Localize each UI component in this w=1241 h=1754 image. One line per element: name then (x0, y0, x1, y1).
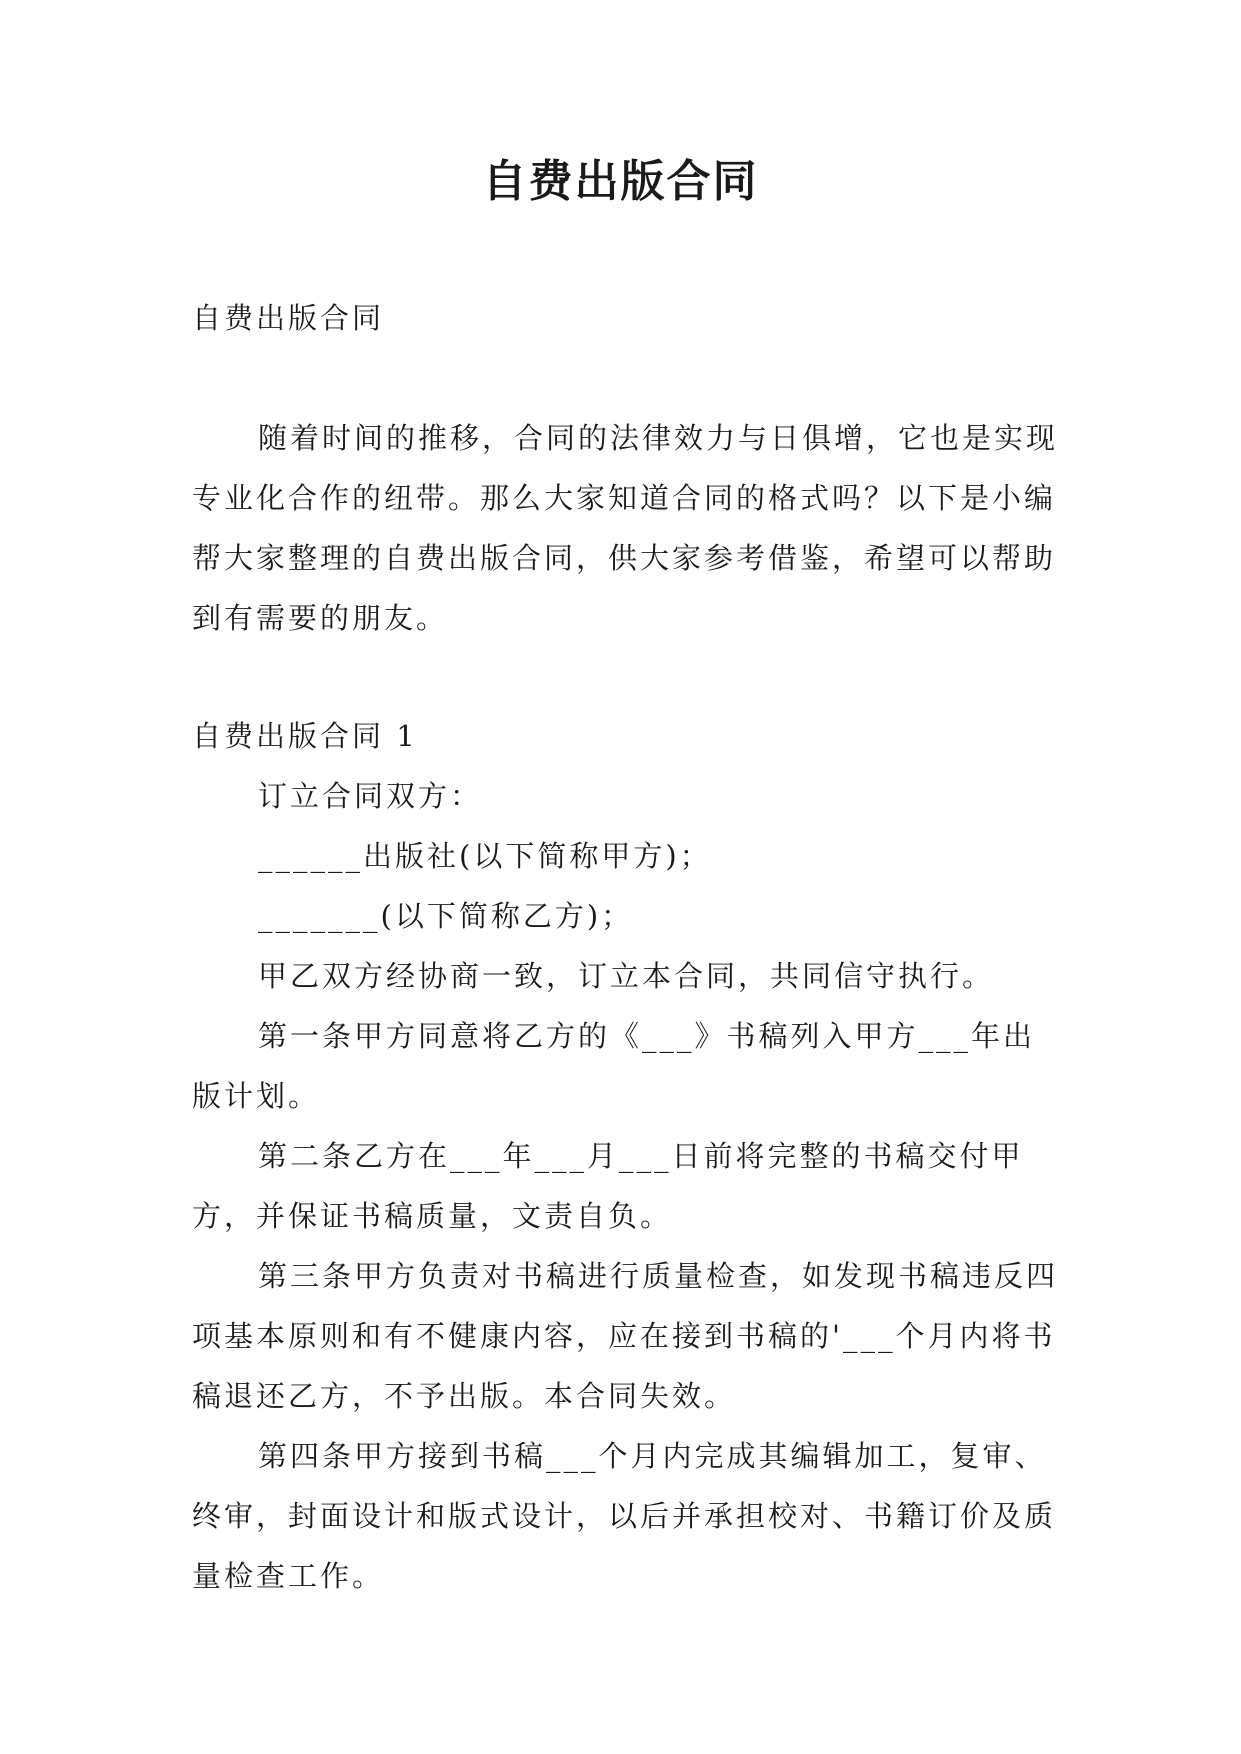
contract-article-2: 第二条乙方在___年___月___日前将完整的书稿交付甲方，并保证书稿质量，文责自负。 (192, 1139, 1024, 1233)
document-body (192, 288, 1062, 1606)
section-heading: 自费出版合同 1 (192, 719, 418, 753)
contract-article-1: 第一条甲方同意将乙方的《___》书稿列入甲方___年出版计划。 (192, 1019, 1036, 1113)
document-subtitle: 自费出版合同 (192, 301, 385, 335)
contract-article-3: 第三条甲方负责对书稿进行质量检查，如发现书稿违反四项基本原则和有不健康内容，应在接到书稿的'___个月内将书稿退还乙方，不予出版。本合同失效。 (192, 1259, 1059, 1413)
contract-paragraph-parties: 订立合同双方： (258, 779, 483, 813)
document-title: 自费出版合同 (482, 156, 759, 207)
intro-paragraph: 随着时间的推移，合同的法律效力与日俱增，它也是实现专业化合作的纽带。那么大家知道合同的格式吗？以下是小编帮大家整理的自费出版合同，供大家参考借鉴，希望可以帮助到有需要的朋友。 (192, 421, 1059, 635)
contract-paragraph-party-a: ______出版社(以下简称甲方)； (258, 839, 712, 873)
contract-paragraph-agreement: 甲乙双方经协商一致，订立本合同，共同信守执行。 (258, 959, 995, 993)
contract-paragraph-party-b: _______(以下简称乙方)； (258, 899, 634, 933)
contract-article-4: 第四条甲方接到书稿___个月内完成其编辑加工，复审、终审，封面设计和版式设计，以后并承担校对、书籍订价及质量检查工作。 (192, 1439, 1057, 1593)
